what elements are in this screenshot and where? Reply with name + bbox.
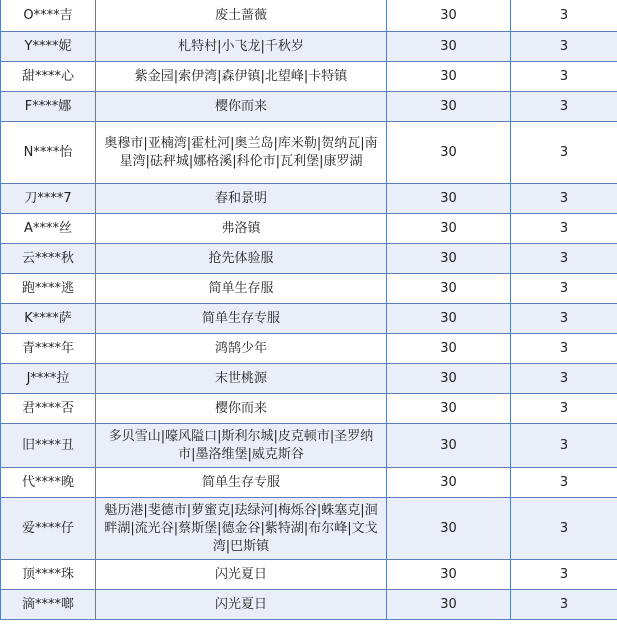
table-row	[1, 590, 617, 620]
table-row	[1, 92, 617, 122]
table-row	[1, 304, 617, 334]
value-cell: 30	[387, 0, 511, 32]
player-name: 代****晚	[1, 468, 96, 498]
table-row	[1, 32, 617, 62]
table-row	[1, 468, 617, 498]
table-row	[1, 184, 617, 214]
value-cell: 30	[387, 468, 511, 498]
player-name: 君****否	[1, 394, 96, 424]
table-row	[1, 244, 617, 274]
value-cell: 3	[511, 244, 617, 274]
player-name: J****拉	[1, 364, 96, 394]
value-cell: 30	[387, 560, 511, 590]
value-cell: 30	[387, 364, 511, 394]
value-cell: 30	[387, 32, 511, 62]
table-row	[1, 334, 617, 364]
value-cell: 3	[511, 424, 617, 468]
table-row	[1, 394, 617, 424]
value-cell: 3	[511, 560, 617, 590]
table-row	[1, 498, 617, 560]
server-list: 抢先体验服	[96, 244, 387, 274]
value-cell: 3	[511, 394, 617, 424]
server-list: 樱你而来	[96, 394, 387, 424]
value-cell: 3	[511, 32, 617, 62]
value-cell: 3	[511, 468, 617, 498]
server-list: 春和景明	[96, 184, 387, 214]
value-cell: 3	[511, 92, 617, 122]
value-cell: 3	[511, 590, 617, 620]
value-cell: 3	[511, 214, 617, 244]
table-row	[1, 274, 617, 304]
player-name: Y****妮	[1, 32, 96, 62]
table-row	[1, 560, 617, 590]
value-cell: 30	[387, 590, 511, 620]
server-list: 简单生存专服	[96, 304, 387, 334]
value-cell: 30	[387, 244, 511, 274]
player-name: 甜****心	[1, 62, 96, 92]
value-cell: 3	[511, 62, 617, 92]
player-name: 爱****仔	[1, 498, 96, 560]
player-name: A****丝	[1, 214, 96, 244]
server-list: 弗洛镇	[96, 214, 387, 244]
value-cell: 3	[511, 274, 617, 304]
value-cell: 3	[511, 304, 617, 334]
value-cell: 3	[511, 184, 617, 214]
table-row	[1, 0, 617, 32]
player-name: O****吉	[1, 0, 96, 32]
player-name: N****怡	[1, 122, 96, 184]
value-cell: 30	[387, 424, 511, 468]
value-cell: 30	[387, 122, 511, 184]
value-cell: 30	[387, 274, 511, 304]
value-cell: 3	[511, 334, 617, 364]
server-list: 多贝雪山|嚎风隘口|斯利尔城|皮克顿市|圣罗纳市|墨洛维堡|威克斯谷	[96, 424, 387, 468]
value-cell: 30	[387, 498, 511, 560]
value-cell: 30	[387, 184, 511, 214]
value-cell: 3	[511, 364, 617, 394]
server-list: 樱你而来	[96, 92, 387, 122]
server-list: 简单生存专服	[96, 468, 387, 498]
server-list: 紫金园|索伊湾|森伊镇|北望峰|卡特镇	[96, 62, 387, 92]
server-list: 末世桃源	[96, 364, 387, 394]
value-cell: 30	[387, 304, 511, 334]
player-name: 刀****7	[1, 184, 96, 214]
value-cell: 3	[511, 0, 617, 32]
table-row	[1, 364, 617, 394]
table-row	[1, 62, 617, 92]
table-row	[1, 122, 617, 184]
value-cell: 30	[387, 394, 511, 424]
value-cell: 3	[511, 498, 617, 560]
player-name: 云****秋	[1, 244, 96, 274]
value-cell: 30	[387, 62, 511, 92]
player-name: K****萨	[1, 304, 96, 334]
player-name: 旧****丑	[1, 424, 96, 468]
table-row	[1, 424, 617, 468]
server-list: 废土蔷薇	[96, 0, 387, 32]
value-cell: 3	[511, 122, 617, 184]
server-list: 札特村|小飞龙|千秋岁	[96, 32, 387, 62]
server-list: 奥穆市|亚楠湾|霍杜河|奥兰岛|库米勒|贺纳瓦|南星湾|砝秤城|娜格溪|科伦市|瓦利堡|康罗湖	[96, 122, 387, 184]
player-name: 顶****珠	[1, 560, 96, 590]
server-list: 魁历港|斐德市|萝蜜克|珐绿河|梅烁谷|蛛塞克|洄畔湖|流光谷|蔡斯堡|德金谷|紫特湖|布尔峰|文戈湾|巴斯镇	[96, 498, 387, 560]
server-list: 闪光夏日	[96, 590, 387, 620]
player-name: F****娜	[1, 92, 96, 122]
player-name: 青****年	[1, 334, 96, 364]
server-list: 简单生存服	[96, 274, 387, 304]
player-name: 滴****啷	[1, 590, 96, 620]
server-list: 闪光夏日	[96, 560, 387, 590]
value-cell: 30	[387, 334, 511, 364]
value-cell: 30	[387, 92, 511, 122]
table-row	[1, 214, 617, 244]
player-name: 跑****逃	[1, 274, 96, 304]
server-list: 鸿鹄少年	[96, 334, 387, 364]
value-cell: 30	[387, 214, 511, 244]
